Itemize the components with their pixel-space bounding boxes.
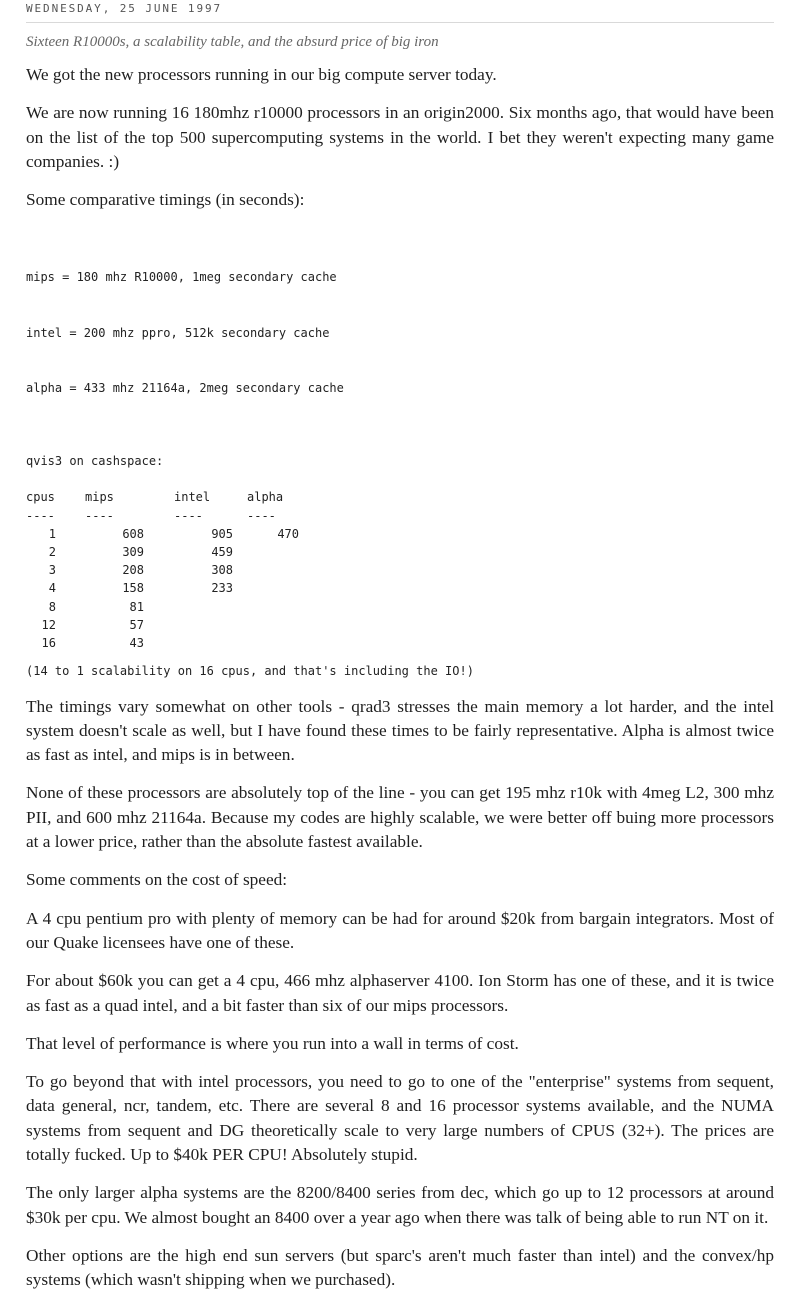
table-cell [233,616,299,634]
paragraph-3: Some comparative timings (in seconds): [26,190,305,210]
journal-entry [26,0,774,1293]
scalability-note: (14 to 1 scalability on 16 cpus, and that's including the IO!) [26,664,474,679]
paragraph-10: To go beyond that with intel processors, you need to go to one of the "enterprise" systems from sequent, data general, ncr, tandem, etc. There are several 8 and 16 processor systems available, and the NUMA systems from sequent and DG theoretically scale to very large numbers of CPUS (32+). The prices are totally fucked. Up to $40k PER CPU! Absolutely stupid. [26,1072,774,1165]
paragraph-5: None of these processors are absolutely top of the line - you can get 195 mhz r10k with 4meg L2, 300 mhz PII, and 600 mhz 21164a. Because my codes are highly scalable, we were better off buing more processors at a lower price, rather than the absolute fastest available. [26,783,774,852]
paragraph-9: That level of performance is where you run into a wall in terms of cost. [26,1033,519,1053]
benchmark-label: qvis3 on cashspace: [26,453,164,468]
table-cell: 81 [129,599,144,614]
table-cell: 905 [211,526,233,541]
table-row [26,579,299,597]
table-row [26,634,299,652]
table-cell [144,616,233,634]
table-cell: 4 [48,581,56,596]
table-cell [233,561,299,579]
table-row [26,525,299,543]
table-cell: 470 [277,526,299,541]
entry-subtitle: Sixteen R10000s, a scalability table, and the absurd price of big iron [26,34,439,50]
table-cell: 1 [48,526,56,541]
table-cell: mips [85,490,114,505]
table-separator-row [26,507,299,525]
table-cell: ---- [26,508,55,523]
table-cell: alpha [247,490,284,505]
table-cell: 608 [122,526,144,541]
table-row [26,561,299,579]
spec-line-intel: intel = 200 mhz ppro, 512k secondary cache [26,325,330,340]
paragraph-7: A 4 cpu pentium pro with plenty of memory can be had for around $20k from bargain integrators. Most of our Quake licensees have one of these. [26,908,774,952]
table-cell: 308 [211,563,233,578]
table-cell [233,634,299,652]
table-cell: ---- [247,508,276,523]
table-cell: cpus [26,490,55,505]
table-row [26,543,299,561]
table-cell [144,634,233,652]
table-cell: 208 [122,563,144,578]
paragraph-11: The only larger alpha systems are the 8200/8400 series from dec, which go up to 12 processors at around $30k per cpu. We almost bought an 8400 over a year ago when there was talk of being able to run NT on it. [26,1183,774,1227]
table-cell: ---- [174,508,203,523]
table-cell: 233 [211,581,233,596]
table-cell: ---- [85,508,114,523]
table-row [26,616,299,634]
timings-table [26,488,299,652]
table-cell: 3 [48,563,56,578]
table-cell [233,598,299,616]
paragraph-2: We are now running 16 180mhz r10000 processors in an origin2000. Six months ago, that would have been on the list of the top 500 supercomputing systems in the world. I bet they weren't expecting many game companies. :) [26,103,774,171]
entry-date: WEDNESDAY, 25 JUNE 1997 [26,2,774,23]
paragraph-12: Other options are the high end sun servers (but sparc's aren't much faster than intel) and the convex/hp systems (which wasn't shipping when we purchased). [26,1245,774,1290]
table-cell: intel [174,490,211,505]
table-cell: 8 [48,599,56,614]
table-cell: 309 [122,544,144,559]
spec-line-mips: mips = 180 mhz R10000, 1meg secondary cache [26,270,337,285]
paragraph-1: We got the new processors running in our big compute server today. [26,65,497,84]
table-cell: 459 [211,544,233,559]
table-cell: 12 [41,617,56,632]
table-cell: 57 [129,617,144,632]
paragraph-8: For about $60k you can get a 4 cpu, 466 mhz alphaserver 4100. Ion Storm has one of these, and it is twice as fast as a quad intel, and a bit faster than six of our mips processors. [26,971,774,1015]
paragraph-6: Some comments on the cost of speed: [26,870,288,890]
spec-line-alpha: alpha = 433 mhz 21164a, 2meg secondary cache [26,380,344,395]
cpu-specs [26,231,774,433]
table-header-row [26,488,299,506]
table-cell: 16 [41,635,56,650]
paragraph-4: The timings vary somewhat on other tools - qrad3 stresses the main memory a lot harder, and the intel system doesn't scale as well, but I have found these times to be fairly representative. Alpha is almost twice as fast as intel, and mips is in between. [26,696,774,765]
table-cell: 158 [122,581,144,596]
table-cell [233,543,299,561]
table-cell [233,579,299,597]
table-cell [144,598,233,616]
table-row [26,598,299,616]
table-cell: 2 [48,544,56,559]
table-cell: 43 [129,635,144,650]
